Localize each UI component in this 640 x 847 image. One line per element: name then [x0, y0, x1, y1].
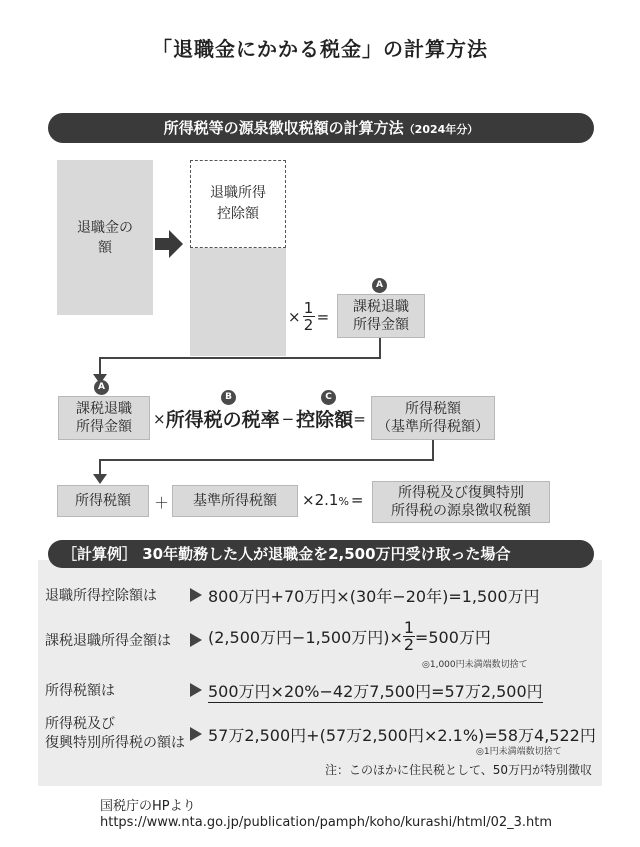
- section1-header-text: 所得税等の源泉徴収税額の計算方法: [163, 119, 404, 137]
- source-url[interactable]: https://www.nta.go.jp/publication/pamph/koho/kurashi/html/02_3.htm: [100, 815, 553, 830]
- equals-sign-2: =: [353, 409, 366, 428]
- times-sign-2: ×: [153, 409, 166, 428]
- retirement-amount-line2: 額: [98, 239, 112, 256]
- row2-label: 課税退職所得金額は: [45, 633, 171, 649]
- row1-value: 800万円+70万円×(30年−20年)=1,500万円: [208, 587, 540, 606]
- tax-rate-label: 所得税の税率: [165, 409, 280, 431]
- times-sign: ×: [288, 307, 301, 326]
- result-box: [372, 481, 550, 523]
- source-label: 国税庁のHPより: [100, 799, 196, 814]
- minus-sign: −: [281, 409, 295, 428]
- right-arrow-icon: [155, 230, 185, 258]
- tax-formula-row: [153, 405, 366, 432]
- income-tax-box: [371, 396, 495, 440]
- row2-triangle-icon: [190, 633, 202, 647]
- times-sign-3: ×: [302, 491, 315, 509]
- row1-label: 退職所得控除額は: [45, 588, 157, 604]
- row3-value: 500万円×20%−42万7,500円=57万2,500円: [208, 679, 543, 703]
- row2-value-pre: (2,500万円−1,500万円)×: [208, 628, 403, 647]
- retirement-amount-line1: 退職金の: [77, 219, 133, 236]
- connector-arrow-2: [90, 438, 440, 486]
- row4-label-line2: 復興特別所得税の額は: [45, 735, 185, 751]
- page-title: 「退職金にかかる税金」の計算方法: [152, 37, 488, 61]
- deduction-line1: 退職所得: [210, 185, 266, 201]
- rate-percent: %: [338, 495, 349, 508]
- row4-label: [45, 715, 185, 753]
- taxable-income-box: [337, 294, 425, 338]
- row3-label: 所得税額は: [45, 683, 115, 699]
- badge-c: C: [321, 390, 336, 405]
- frac-denominator: 2: [303, 316, 314, 334]
- plus-sign: ＋: [154, 494, 170, 512]
- section1-header: [48, 113, 594, 143]
- taxable-line1: 課税退職: [353, 299, 409, 315]
- retirement-amount-box: [57, 160, 153, 315]
- taxable-row2-line2: 所得金額: [76, 419, 132, 435]
- deduction-line2: 控除額: [217, 206, 259, 222]
- row2-value: [208, 620, 491, 653]
- income-tax-line1: 所得税額: [405, 401, 461, 417]
- section2-header: ［計算例］ 30年勤務した人が退職金を2,500万円受け取った場合: [48, 540, 594, 568]
- connector-arrow-1: [90, 336, 390, 386]
- taxable-income-box-row2: [58, 396, 150, 440]
- result-line1: 所得税及び復興特別: [398, 485, 524, 501]
- deduction-box: [190, 160, 286, 248]
- income-tax-line2: （基準所得税額）: [377, 419, 489, 435]
- badge-a: A: [372, 278, 387, 293]
- equals-sign: =: [316, 307, 330, 326]
- frac-numerator: 1: [303, 299, 314, 317]
- badge-a-row2: A: [94, 380, 109, 395]
- taxable-line2: 所得金額: [353, 317, 409, 333]
- row3-triangle-icon: [190, 683, 202, 697]
- footnote: 注：このほかに住民税として、50万円が特別徴収: [325, 763, 593, 777]
- deduction-label: 控除額: [296, 409, 354, 431]
- row2-value-post: =500万円: [414, 628, 491, 647]
- result-line2: 所得税の源泉徴収税額: [391, 503, 531, 519]
- half-formula: [288, 300, 329, 333]
- rate-multiplier: [302, 491, 363, 509]
- row2-frac-num: 1: [403, 618, 415, 637]
- section1-header-year: （2024年分）: [403, 123, 479, 136]
- base-tax-box: 基準所得税額: [172, 485, 298, 517]
- badge-b: B: [221, 390, 236, 405]
- row4-note: ◎1円未満端数切捨て: [476, 747, 562, 757]
- row2-note: ◎1,000円未満端数切捨て: [422, 660, 528, 670]
- half-fraction: [303, 300, 315, 333]
- row4-triangle-icon: [190, 727, 202, 741]
- equals-sign-3: =: [350, 491, 364, 509]
- row4-value: 57万2,500円+(57万2,500円×2.1%)=58万4,522円: [208, 726, 596, 745]
- taxable-row2-line1: 課税退職: [76, 401, 132, 417]
- row2-fraction: [403, 620, 415, 653]
- rate-value: 2.1: [314, 491, 339, 509]
- row1-triangle-icon: [190, 588, 202, 602]
- row4-label-line1: 所得税及び: [45, 716, 115, 732]
- income-tax-box-row3: 所得税額: [57, 485, 149, 517]
- row2-frac-den: 2: [403, 635, 415, 654]
